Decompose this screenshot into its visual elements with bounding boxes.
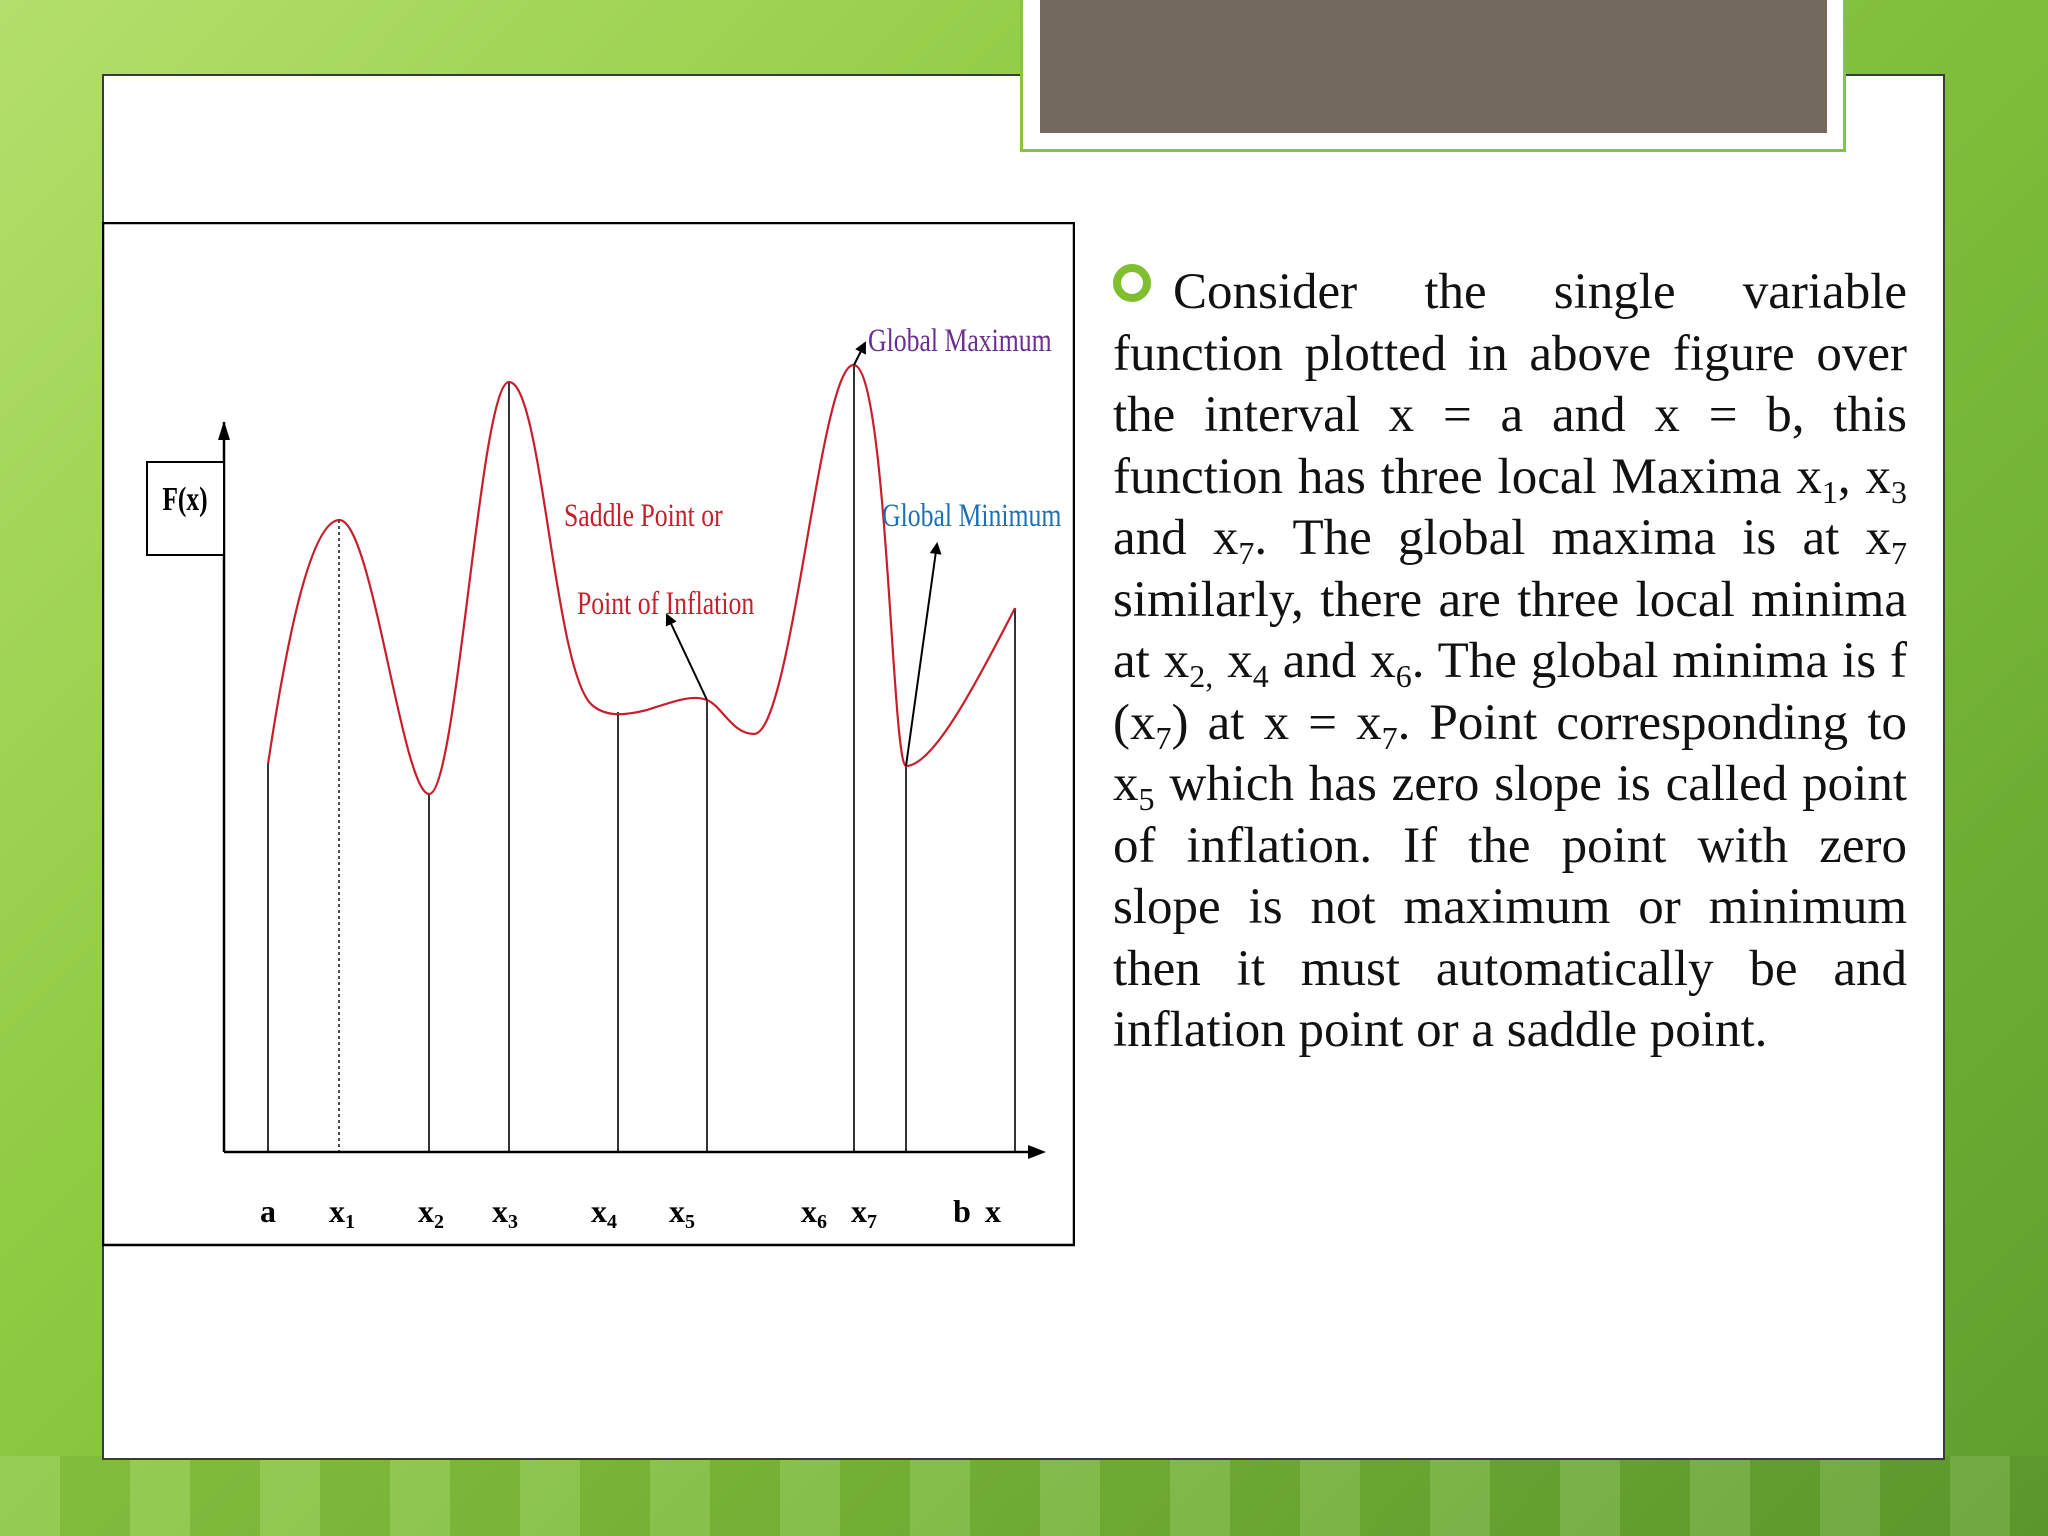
tick-label-x7: x7	[851, 1193, 877, 1233]
global-maximum-label: Global Maximum	[867, 323, 1052, 359]
text-subscript: 7	[1381, 719, 1398, 756]
text-run: Consider the single variable function plotted in above figure over the interval x = a and x = b, this function has three local Maxima x	[1113, 264, 1907, 505]
saddle-label-line1: Saddle Point or	[564, 498, 723, 534]
text-subscript: 4	[1252, 658, 1269, 694]
saddle-label-line2: Point of Inflation	[577, 586, 755, 622]
background-stripes	[0, 1456, 2048, 1536]
text-run: . The global maxima is at x	[1254, 510, 1891, 566]
text-subscript: 6	[1395, 658, 1412, 694]
y-axis-label: F(x)	[162, 479, 208, 518]
global-minimum-label: Global Minimum	[881, 498, 1062, 534]
x-axis-label: x	[985, 1193, 1001, 1229]
title-placeholder	[1040, 0, 1827, 133]
text-subscript: 7	[1155, 719, 1172, 756]
tick-label-a: a	[260, 1193, 276, 1229]
text-run: . Point corresponding to x	[1113, 694, 1907, 812]
text-run: ) at x = x	[1171, 694, 1382, 751]
bullet-icon	[1113, 264, 1151, 302]
text-run: . The global minima is f (x	[1113, 633, 1907, 751]
text-subscript: 7	[1891, 535, 1907, 571]
text-run: , x	[1837, 448, 1892, 505]
tick-label-x3: x3	[492, 1193, 518, 1233]
tick-label-x4: x4	[591, 1193, 617, 1233]
text-run: x	[1213, 633, 1253, 689]
tick-label-b: b	[953, 1193, 971, 1229]
text-run: similarly, there are three local minima at x	[1113, 571, 1907, 689]
text-subscript: 7	[1238, 535, 1255, 571]
text-subscript: 3	[1891, 473, 1908, 510]
text-subscript: 2,	[1189, 658, 1214, 694]
tick-label-x6: x6	[801, 1193, 827, 1233]
text-run: which has zero slope is called point of inflation. If the point with zero slope is not maximum or minimum then it must automatically be and inflation point or a saddle point.	[1113, 756, 1907, 1058]
function-plot	[102, 222, 1075, 1247]
tick-label-x1: x1	[329, 1193, 355, 1233]
function-figure	[102, 222, 1075, 1247]
text-subscript: 5	[1138, 781, 1155, 817]
tick-label-x2: x2	[418, 1193, 444, 1233]
tick-label-x5: x5	[669, 1193, 695, 1233]
explanation-paragraph	[1113, 262, 1907, 1062]
figure-frame	[103, 223, 1074, 1245]
text-run: and x	[1113, 510, 1239, 566]
text-subscript: 1	[1821, 473, 1838, 510]
text-run: and x	[1268, 633, 1396, 689]
